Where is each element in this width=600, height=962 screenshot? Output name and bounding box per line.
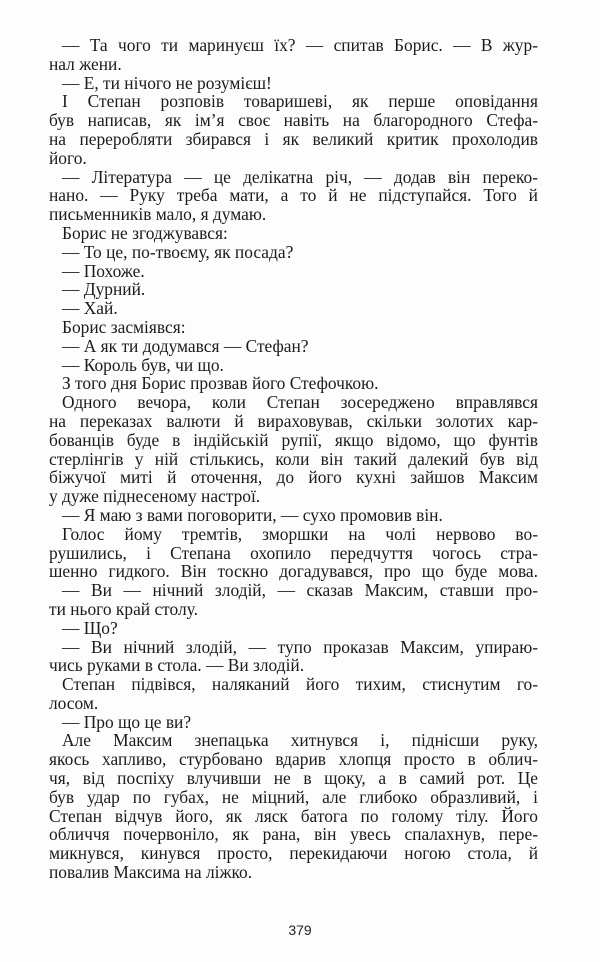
- text-line: Одного вечора, коли Степан зосереджено вправлявся: [62, 392, 538, 413]
- text-line: нано. — Руку треба мати, а то й не підступайся. Того й: [49, 185, 538, 206]
- text-line: бованців буде в індійській рупії, якщо відомо, що фунтів: [49, 429, 538, 450]
- text-line: — А як ти додумався — Стефан?: [62, 335, 309, 356]
- text-line: — Дурний.: [62, 279, 146, 300]
- text-line: — Похоже.: [62, 260, 145, 281]
- text-line: повалив Максима на ліжко.: [49, 862, 253, 883]
- text-line: обличчя почервоніло, як рана, він увесь спалахнув, пере-: [49, 824, 538, 845]
- text-line: — Хай.: [62, 298, 118, 319]
- text-line: — То це, по-твоєму, як посада?: [62, 241, 294, 262]
- text-line: якось хапливо, стурбовано вдарив хлопця просто в облич-: [49, 749, 538, 770]
- text-line: письменників мало, я думаю.: [49, 204, 267, 225]
- text-line: І Степан розповів товаришеві, як перше оповідання: [62, 91, 538, 112]
- text-line: Борис не згоджувався:: [62, 222, 228, 243]
- text-line: микнувся, кинувся просто, перекидаючи ногою стола, й: [49, 843, 538, 864]
- page-number: 379: [288, 922, 312, 938]
- text-line: — Та чого ти маринуєш їх? — спитав Борис. — В жур-: [62, 35, 538, 55]
- text-line: біжучої миті й оточення, до його кухні зайшов Максим: [49, 467, 538, 488]
- text-line: стерлінгів у ній стількись, коли він такий далекий був від: [49, 448, 538, 469]
- text-line: ти нього край столу.: [49, 598, 198, 619]
- text-line: чись руками в стола. — Ви злодій.: [49, 655, 305, 676]
- text-line: — Ви нічний злодій, — тупо проказав Максим, упираю-: [62, 636, 538, 657]
- text-line: шенно гидкого. Він тоскно догадувався, про що буде мова.: [49, 561, 538, 582]
- text-line: на переказах валюти й вираховував, скільки золотих кар-: [49, 410, 538, 431]
- text-line: на переробляти збирався і як великий критик прохолодив: [49, 128, 538, 149]
- text-line: З того дня Борис прозвав його Стефочкою.: [62, 373, 379, 394]
- text-line: — Король був, чи що.: [62, 354, 224, 375]
- text-line: був удар по губах, не міцний, але глибоко образливий, і: [49, 786, 538, 807]
- text-line: чя, від поспіху влучивши не в щоку, а в самий рот. Це: [49, 768, 538, 789]
- book-page-text: [49, 36, 538, 882]
- text-line: — Про що це ви?: [62, 711, 192, 732]
- text-line: — Е, ти нічого не розумієш!: [62, 72, 272, 93]
- text-line: був написав, як ім’я своє навіть на благородного Стефа-: [49, 110, 538, 131]
- text-line: Борис засміявся:: [62, 316, 186, 337]
- text-line: рушились, і Степана охопило передчуття чогось стра-: [49, 542, 538, 563]
- text-line: — Що?: [62, 617, 118, 638]
- text-line: нал жени.: [49, 53, 122, 74]
- text-line: Степан відчув його, як ляск батога по голому тілу. Його: [49, 805, 538, 826]
- text-line: його.: [49, 147, 87, 168]
- text-line: лосом.: [49, 692, 99, 713]
- text-line: — Я маю з вами поговорити, — сухо промовив він.: [62, 504, 443, 525]
- text-line: — Література — це делікатна річ, — додав він переко-: [62, 166, 538, 187]
- text-line: Степан підвівся, наляканий його тихим, стиснутим го-: [62, 674, 538, 695]
- text-line: Голос йому тремтів, зморшки на чолі нервово во-: [62, 523, 538, 544]
- text-line: у дуже піднесеному настрої.: [49, 486, 261, 507]
- text-line: — Ви — нічний злодій, — сказав Максим, ставши про-: [62, 580, 538, 601]
- text-line: Але Максим знепацька хитнувся і, піднісши руку,: [62, 730, 538, 751]
